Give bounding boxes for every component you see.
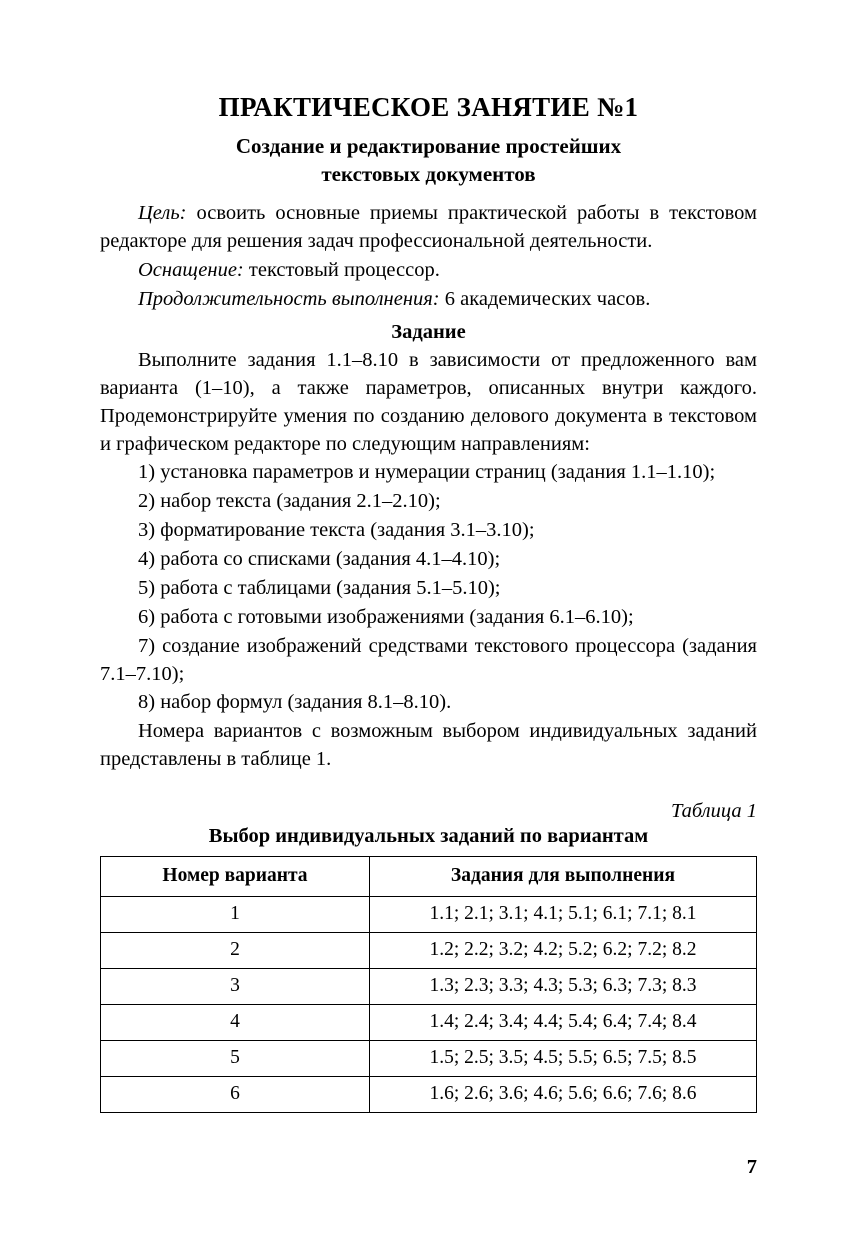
page-subtitle-line-2: текстовых документов — [321, 161, 536, 186]
table-cell-tasks: 1.3; 2.3; 3.3; 4.3; 5.3; 6.3; 7.3; 8.3 — [369, 969, 756, 1005]
table-cell-tasks: 1.2; 2.2; 3.2; 4.2; 5.2; 6.2; 7.2; 8.2 — [369, 933, 756, 969]
table-row — [101, 897, 757, 933]
variants-table — [100, 856, 757, 1113]
table-row — [101, 1077, 757, 1113]
goal-label: Цель: — [138, 202, 187, 225]
table-header-cell: Номер варианта — [101, 857, 370, 897]
list-item: 4) работа со списками (задания 4.1–4.10); — [138, 548, 501, 571]
table-header-cell: Задания для выполнения — [369, 857, 756, 897]
table-cell-tasks: 1.1; 2.1; 3.1; 4.1; 5.1; 6.1; 7.1; 8.1 — [369, 897, 756, 933]
page-subtitle — [100, 133, 757, 188]
equipment-paragraph — [100, 257, 757, 285]
goal-paragraph — [100, 200, 757, 256]
table-cell-variant: 2 — [101, 933, 370, 969]
table-cell-variant: 3 — [101, 969, 370, 1005]
table-cell-variant: 4 — [101, 1005, 370, 1041]
page-title: ПРАКТИЧЕСКОЕ ЗАНЯТИЕ №1 — [218, 92, 639, 122]
closing-paragraph: Номера вариантов с возможным выбором индивидуальных заданий представлены в таблице 1. — [100, 720, 757, 771]
list-item: 2) набор текста (задания 2.1–2.10); — [138, 490, 441, 513]
table-row — [101, 1041, 757, 1077]
table-row — [101, 1005, 757, 1041]
table-row — [101, 933, 757, 969]
list-item: 8) набор формул (задания 8.1–8.10). — [138, 691, 452, 714]
list-item: 6) работа с готовыми изображениями (задания 6.1–6.10); — [138, 605, 634, 628]
list-item: 7) создание изображений средствами текстового процессора (задания 7.1–7.10); — [100, 634, 757, 685]
equipment-text: текстовый процессор. — [243, 259, 440, 282]
table-cell-variant: 6 — [101, 1077, 370, 1113]
duration-text: 6 академических часов. — [439, 288, 651, 311]
list-item: 5) работа с таблицами (задания 5.1–5.10); — [138, 576, 501, 599]
page-number: 7 — [746, 1156, 757, 1178]
intro-paragraph: Выполните задания 1.1–8.10 в зависимости от предложенного вам варианта (1–10), а также параметров, описанных внутри каждого. Продемонстрируйте умения по созданию делового документа в текстовом и графическом редакторе по следующим направлениям: — [100, 348, 757, 455]
page-subtitle-line-1: Создание и редактирование простейших — [235, 134, 622, 158]
table-caption-number: Таблица 1 — [670, 800, 757, 823]
list-item: 3) форматирование текста (задания 3.1–3.10); — [138, 519, 535, 542]
goal-text: освоить основные приемы практической работы в текстовом редакторе для решения задач профессиональной деятельности. — [100, 202, 757, 253]
duration-paragraph — [100, 286, 757, 314]
list-item: 1) установка параметров и нумерации страниц (задания 1.1–1.10); — [138, 461, 716, 484]
table-header-row — [101, 857, 757, 897]
table-row — [101, 969, 757, 1005]
table-cell-tasks: 1.5; 2.5; 3.5; 4.5; 5.5; 6.5; 7.5; 8.5 — [369, 1041, 756, 1077]
table-cell-variant: 5 — [101, 1041, 370, 1077]
duration-label: Продолжительность выполнения: — [138, 288, 440, 311]
table-caption-title: Выбор индивидуальных заданий по вариантам — [208, 825, 649, 848]
table-cell-tasks: 1.4; 2.4; 3.4; 4.4; 5.4; 6.4; 7.4; 8.4 — [369, 1005, 756, 1041]
table-cell-variant: 1 — [101, 897, 370, 933]
equipment-label: Оснащение: — [138, 259, 244, 282]
task-heading: Задание — [391, 320, 466, 343]
table-cell-tasks: 1.6; 2.6; 3.6; 4.6; 5.6; 6.6; 7.6; 8.6 — [369, 1077, 756, 1113]
